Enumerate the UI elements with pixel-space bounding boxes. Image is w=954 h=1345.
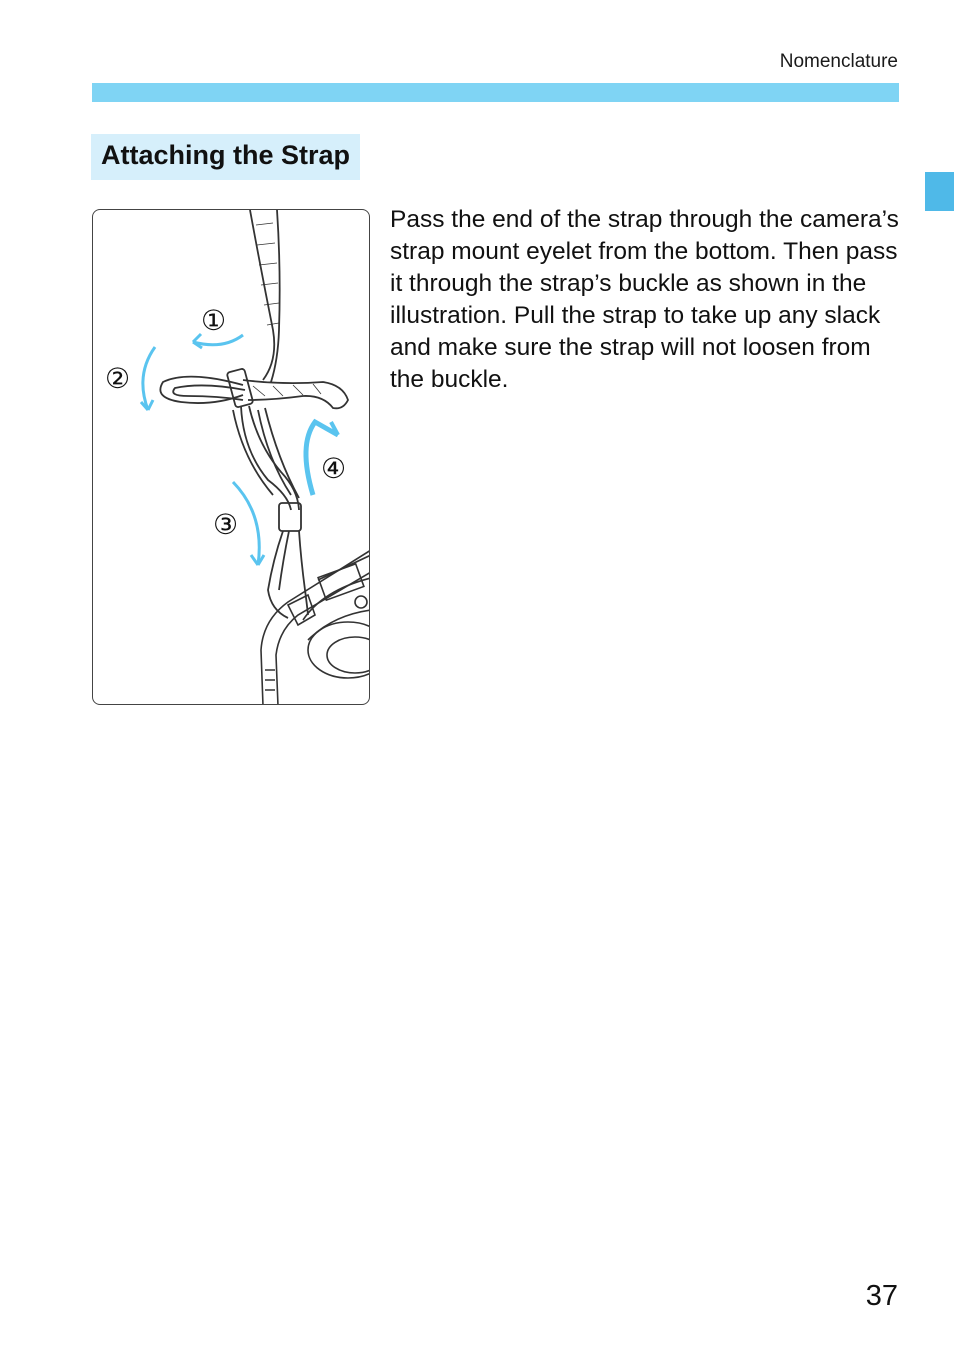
instruction-paragraph: Pass the end of the strap through the camera’s strap mount eyelet from the bottom. Then pass it through the strap’s buckle as shown in the illustration. Pull the strap to take up any slack and make sure the strap will not loosen from the buckle. <box>390 206 899 393</box>
running-header: Nomenclature <box>779 51 898 72</box>
step-label-2: ② <box>105 362 131 395</box>
camera-body <box>261 550 370 705</box>
chapter-side-tab <box>925 172 954 211</box>
strap-illustration <box>92 209 370 705</box>
header-accent-bar <box>92 83 899 102</box>
step-label-4: ④ <box>321 452 347 485</box>
page-number: 37 <box>865 1280 898 1312</box>
strap-illustration-drawing <box>93 210 370 705</box>
strap <box>160 210 348 618</box>
step-label-1: ① <box>201 304 227 337</box>
section-title: Attaching the Strap <box>91 134 360 180</box>
step-label-3: ③ <box>213 508 239 541</box>
